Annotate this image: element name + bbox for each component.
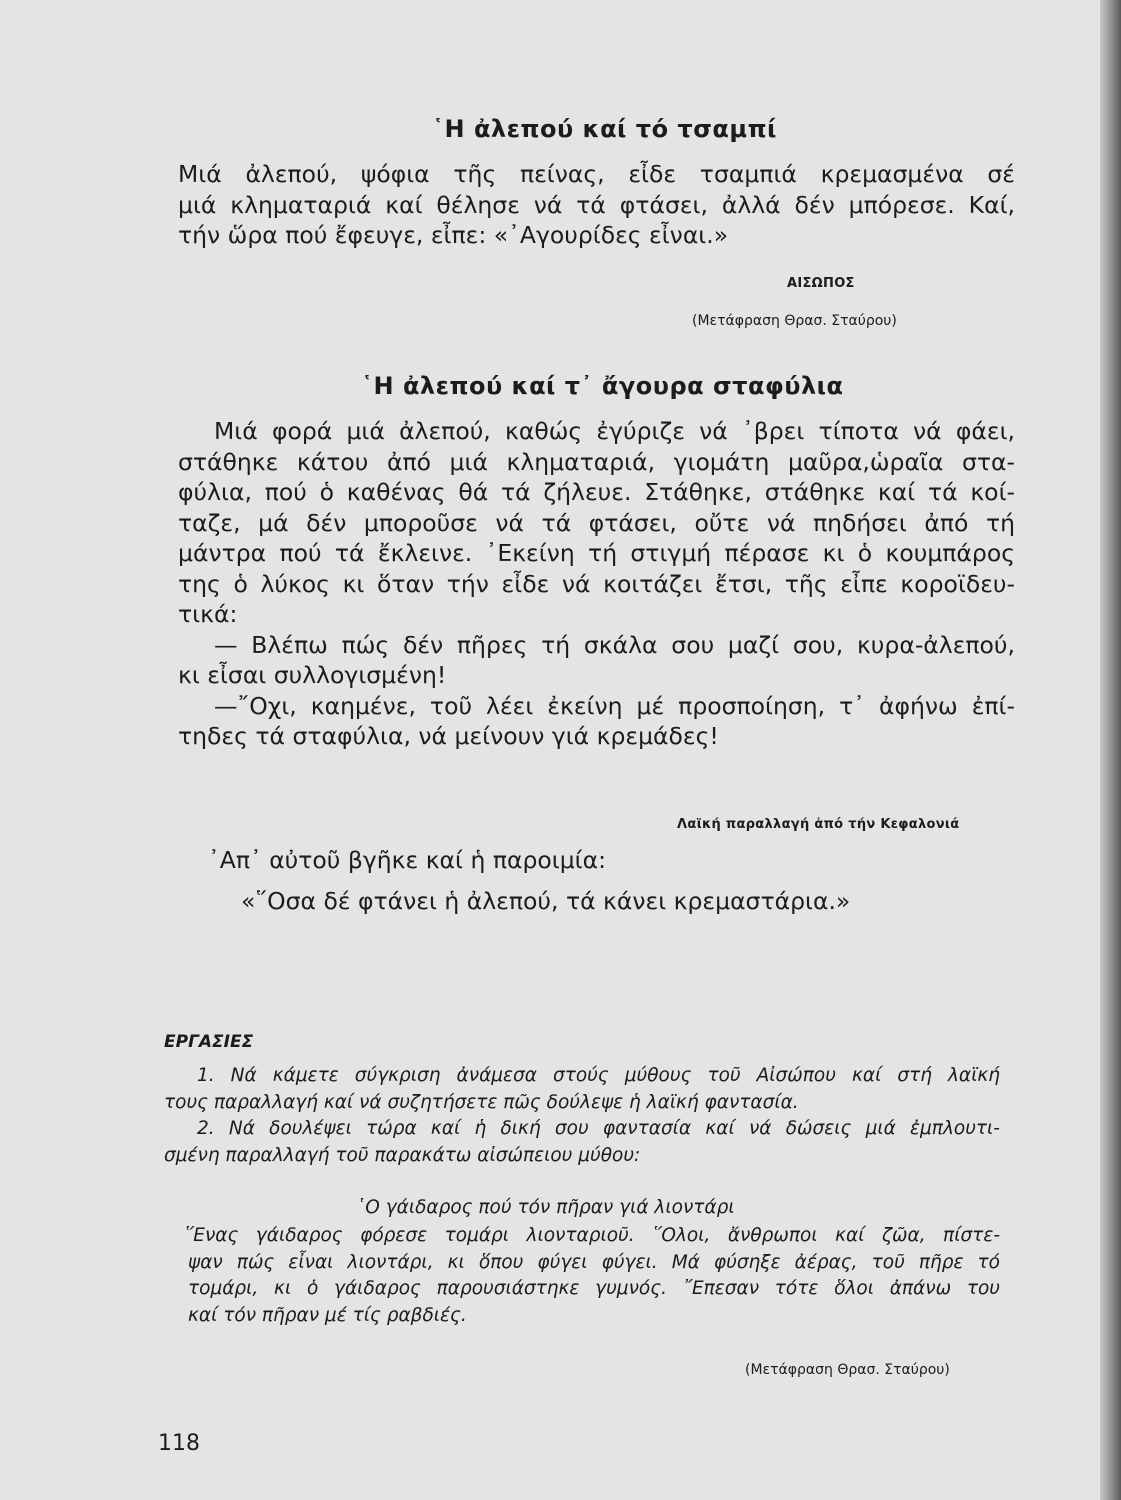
- story1-line: Μιά ἀλεπού, ψόφια τῆς πείνας, εἶδε τσαμπιά κρεμασμένα σέ: [178, 160, 1015, 188]
- story2-line: —῎Οχι, καημένε, τοῦ λέει ἐκείνη μέ προσποίηση, τ᾿ ἀφήνω ἐπί-: [214, 691, 1015, 720]
- story1-text: [178, 159, 1015, 251]
- story2-line: Μιά φορά μιά ἀλεπού, καθώς ἐγύριζε νά ᾿βρει τίποτα νά φάει,: [214, 417, 1015, 445]
- fable-line: ῞Ενας γάιδαρος φόρεσε τομάρι λιονταριοῦ. ῞Ολοι, ἄνθρωποι καί ζῶα, πίστε-: [184, 1225, 1000, 1246]
- story1-line: μιά κληματαριά καί θέλησε νά τά φτάσει, ἀλλά δέν μπόρεσε. Καί,: [178, 190, 1015, 219]
- story2-title: ῾Η ἀλεπού καί τ᾿ ἄγουρα σταφύλια: [361, 372, 844, 400]
- story1-line: τήν ὥρα πού ἔφευγε, εἶπε: «᾿Αγουρίδες εἶναι.»: [178, 221, 729, 249]
- exercise-line: σμένη παραλλαγή τοῦ παρακάτω αἰσώπειου μύθου:: [164, 1144, 641, 1166]
- fable-line: ψαν πώς εἶναι λιοντάρι, κι ὅπου φύγει φύγει. Μά φύσηξε ἀέρας, τοῦ πῆρε τό: [188, 1251, 1000, 1273]
- fable-line: καί τόν πῆραν μέ τίς ραβδιές.: [188, 1304, 467, 1326]
- story2-source: Λαϊκή παραλλαγή ἀπό τήν Κεφαλονιά: [677, 817, 960, 832]
- proverb-intro: ᾿Απ᾿ αὐτοῦ βγῆκε καί ἡ παροιμία:: [208, 846, 607, 874]
- exercises-heading: ΕΡΓΑΣΙΕΣ: [164, 1032, 254, 1052]
- fable-title: ῾Ο γάιδαρος πού τόν πῆραν γιά λιοντάρι: [356, 1197, 735, 1218]
- story2-line: στάθηκε κάτου ἀπό μιά κληματαριά, γιομάτη μαῦρα,ὡραῖα στα-: [178, 447, 1015, 476]
- story2-line: φύλια, πού ὁ καθένας θά τά ζήλευε. Στάθηκε, στάθηκε καί τά κοί-: [178, 478, 1015, 506]
- fable-line: τομάρι, κι ὁ γάιδαρος παρουσιάστηκε γυμνός. ῎Επεσαν τότε ὅλοι ἀπάνω του: [188, 1278, 1000, 1299]
- proverb: «῞Οσα δέ φτάνει ἡ ἀλεπού, τά κάνει κρεμαστάρια.»: [241, 887, 851, 915]
- exercise-line: 1. Νά κάμετε σύγκριση ἀνάμεσα στούς μύθους τοῦ Αἰσώπου καί στή λαϊκή: [197, 1065, 1000, 1086]
- story1-translation: (Μετάφραση Θρασ. Σταύρου): [692, 313, 897, 329]
- page-number: 118: [158, 1431, 200, 1456]
- story2-line: μάντρα πού τά ἔκλεινε. ᾿Εκείνη τή στιγμή πέρασε κι ὁ κουμπάρος: [178, 539, 1015, 567]
- exercises-translation: (Μετάφραση Θρασ. Σταύρου): [745, 1362, 950, 1378]
- story2-line: τηδες τά σταφύλια, νά μείνουν γιά κρεμάδες!: [178, 722, 719, 750]
- exercise-line: 2. Νά δουλέψει τώρα καί ἡ δική σου φαντασία καί νά δώσεις μιά ἐμπλουτι-: [197, 1118, 1000, 1139]
- exercises-text: [164, 1063, 1000, 1169]
- story2-line: κι εἶσαι συλλογισμένη!: [178, 661, 447, 689]
- story2-line: ταζε, μά δέν μποροῦσε νά τά φτάσει, οὔτε νά πηδήσει ἀπό τή: [178, 508, 1015, 537]
- story2-line: — Βλέπω πώς δέν πῆρες τή σκάλα σου μαζί σου, κυρα-ἀλεπού,: [214, 630, 1015, 659]
- exercise-line: τους παραλλαγή καί νά συζητήσετε πῶς δούλεψε ἡ λαϊκή φαντασία.: [164, 1091, 799, 1113]
- page-edge-shadow: [1100, 0, 1121, 1500]
- story2-line: της ὁ λύκος κι ὅταν τήν εἶδε νά κοιτάζει ἔτσι, τῆς εἶπε κοροϊδευ-: [178, 569, 1015, 598]
- fable-text: [184, 1223, 1000, 1329]
- story1-author: ΑΙΣΩΠΟΣ: [787, 276, 855, 291]
- story1-title: ῾Η ἀλεπού καί τό τσαμπί: [432, 115, 777, 143]
- story2-text: [178, 416, 1015, 752]
- story2-line: τικά:: [178, 600, 238, 628]
